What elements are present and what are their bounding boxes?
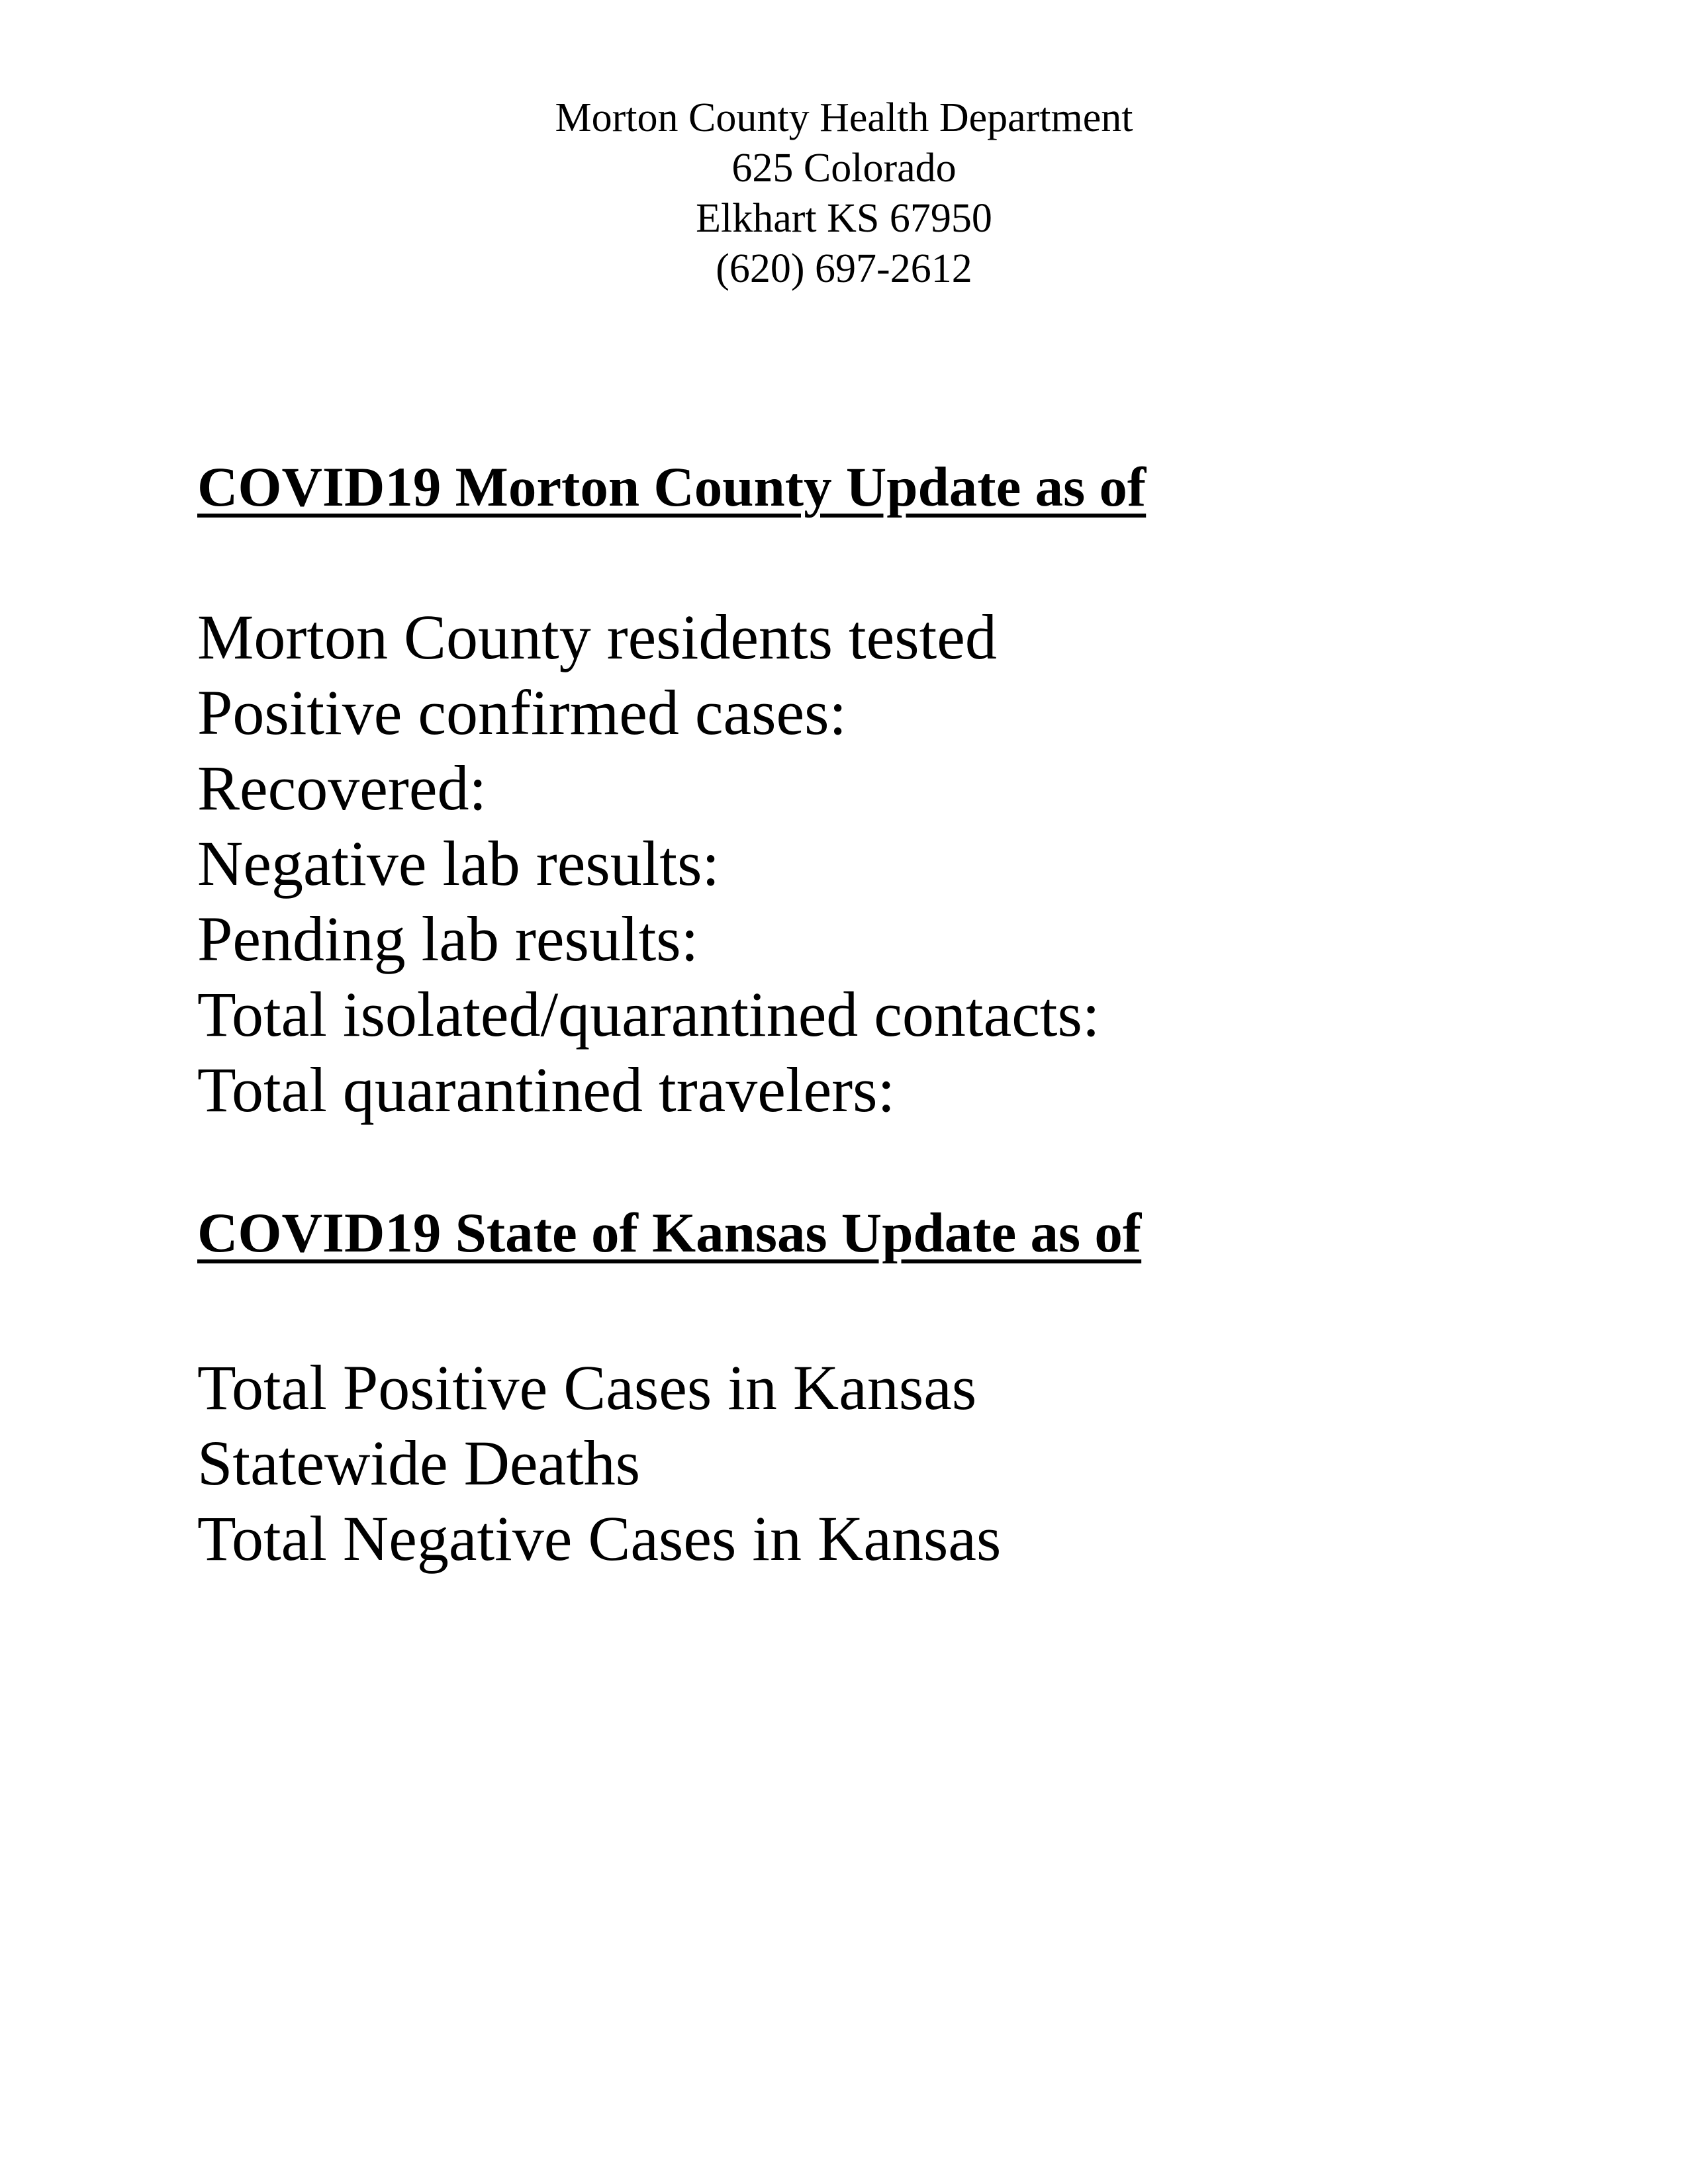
county-item-recovered: Recovered: <box>197 752 487 823</box>
state-update-heading: COVID19 State of Kansas Update as of <box>197 1202 1142 1264</box>
state-item-deaths: Statewide Deaths <box>197 1428 641 1498</box>
city-state-zip: Elkhart KS 67950 <box>696 196 992 241</box>
state-item-negative-cases: Total Negative Cases in Kansas <box>197 1503 1002 1574</box>
state-item-positive-cases: Total Positive Cases in Kansas <box>197 1352 977 1423</box>
organization-name: Morton County Health Department <box>555 95 1133 140</box>
county-item-isolated-contacts: Total isolated/quarantined contacts: <box>197 979 1100 1050</box>
county-item-quarantined-travelers: Total quarantined travelers: <box>197 1054 896 1125</box>
county-item-pending-results: Pending lab results: <box>197 903 699 974</box>
county-item-positive-cases: Positive confirmed cases: <box>197 677 847 748</box>
letterhead <box>0 93 1688 294</box>
street-address: 625 Colorado <box>731 146 957 191</box>
county-update-list <box>197 600 1100 1128</box>
county-item-negative-results: Negative lab results: <box>197 828 720 899</box>
phone-number: (620) 697-2612 <box>716 246 972 291</box>
state-update-list <box>197 1350 1001 1576</box>
county-update-heading: COVID19 Morton County Update as of <box>197 456 1147 518</box>
county-item-residents-tested: Morton County residents tested <box>197 602 997 672</box>
